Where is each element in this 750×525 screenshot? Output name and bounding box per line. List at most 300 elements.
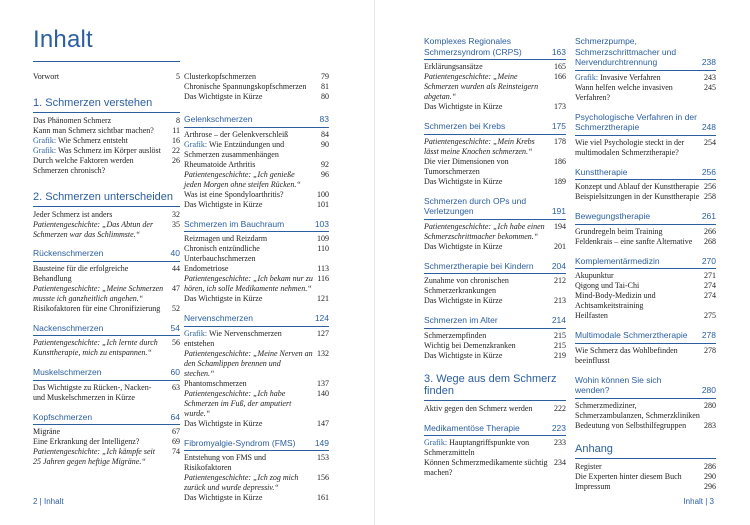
entry-page-number: 283 <box>704 420 716 430</box>
entry-page-number: 137 <box>317 378 329 388</box>
entry-title: Das Wichtigste in Kürze <box>184 199 263 209</box>
entry-page-number: 8 <box>176 116 180 125</box>
entry-page-number: 194 <box>554 221 566 231</box>
toc-entry[interactable] <box>575 346 716 366</box>
entry-page-number: 47 <box>172 283 180 293</box>
entry-page-number: 278 <box>704 345 716 355</box>
toc-entry[interactable] <box>33 437 180 447</box>
chapter-heading[interactable] <box>575 112 716 136</box>
entry-title: Heilfasten <box>575 311 608 320</box>
toc-entry-patient-story[interactable] <box>33 338 180 358</box>
entry-page-number: 178 <box>554 136 566 146</box>
entry-title: Mind-Body-Medizin und Achtsamkeitstraining <box>575 291 656 310</box>
entry-page-number: 215 <box>554 330 566 340</box>
heading-page-number: 175 <box>551 121 566 131</box>
entry-page-number: 101 <box>317 199 329 209</box>
toc-entry[interactable] <box>575 182 716 192</box>
heading-page-number: 278 <box>701 330 716 340</box>
entry-title: Register <box>575 461 602 471</box>
entry-page-number: 132 <box>317 348 329 358</box>
heading-page-number: 40 <box>170 248 180 258</box>
entry-title: Aktiv gegen den Schmerz werden <box>424 403 533 413</box>
toc-entry[interactable] <box>575 83 716 103</box>
heading-page-number: 163 <box>551 46 566 57</box>
footer-right-page: Inhalt | 3 <box>683 497 714 506</box>
entry-title: Entstehung von FMS und Risikofaktoren <box>184 453 267 472</box>
entry-title: Patientengeschichte: „Ich habe einen Schmerzschrittmacher bekommen.“ <box>424 221 545 241</box>
toc-column-3 <box>424 36 566 478</box>
entry-title: Jeder Schmerz ist anders <box>33 210 113 219</box>
entry-page-number: 67 <box>172 427 180 436</box>
chapter-heading[interactable] <box>424 36 566 60</box>
entry-title: Patientengeschichte: „Meine Nerven an den Schamlippen brennen und stechen.“ <box>184 348 313 378</box>
entry-title: Reizmagen und Reizdarm <box>184 234 268 243</box>
heading-title: Bewegungstherapie <box>575 211 651 221</box>
toc-entry[interactable] <box>184 200 329 210</box>
entry-page-number: 74 <box>172 447 180 456</box>
entry-title: Das Phänomen Schmerz <box>33 116 112 125</box>
toc-entry[interactable] <box>184 419 329 429</box>
entry-page-number: 245 <box>704 82 716 92</box>
toc-entry[interactable] <box>184 244 329 264</box>
toc-entry[interactable] <box>184 264 329 274</box>
toc-entry[interactable] <box>33 126 180 136</box>
entry-title: Wie Schmerz das Wohlbefinden beeinflusst <box>575 345 678 365</box>
toc-entry[interactable] <box>184 92 329 102</box>
toc-entry-patient-story[interactable] <box>424 72 566 102</box>
toc-entry[interactable] <box>33 264 180 284</box>
chapter-heading[interactable] <box>575 375 716 399</box>
chapter-heading[interactable] <box>424 261 566 275</box>
entry-title: Patientengeschichte: „Ich lernte durch Kunsttherapie, mich zu entspannen.“ <box>33 338 158 357</box>
heading-title: 1. Schmerzen verstehen <box>33 97 153 109</box>
heading-page-number: 83 <box>319 114 329 124</box>
toc-entry[interactable] <box>424 458 566 478</box>
toc-entry-patient-story[interactable] <box>33 220 180 240</box>
graphic-label: Grafik: <box>184 328 208 338</box>
heading-title: Rückenschmerzen <box>33 248 104 258</box>
toc-title: Inhalt <box>33 26 93 53</box>
entry-title: Endometriose <box>184 264 229 273</box>
part-heading[interactable] <box>424 373 566 401</box>
entry-title: Wie viel Psychologie steckt in der multimodalen Schmerztherapie? <box>575 137 685 157</box>
chapter-heading[interactable] <box>575 330 716 344</box>
entry-title: Patientengeschichte: „Meine Schmerzen wurden als Reinsteigern abgetan.“ <box>424 72 539 101</box>
toc-entry[interactable] <box>575 462 716 472</box>
entry-page-number: 256 <box>704 182 716 191</box>
entry-text: Wie Entzündungen und Schmerzen zusammenhängen <box>184 139 285 159</box>
heading-title: Nackenschmerzen <box>33 322 104 333</box>
entry-page-number: 258 <box>704 192 716 201</box>
heading-page-number: 256 <box>701 166 716 177</box>
heading-title: Komplementärmedizin <box>575 255 660 266</box>
entry-page-number: 286 <box>704 461 716 471</box>
entry-title: Patientengeschichte: „Ich bekam nur zu hören, ich solle Medikamente nehmen.“ <box>184 274 313 293</box>
toc-entry[interactable] <box>424 438 566 458</box>
chapter-heading[interactable] <box>184 313 329 327</box>
heading-title: Schmerzen im Bauchraum <box>184 218 285 229</box>
toc-entry[interactable] <box>184 329 329 349</box>
entry-page-number: 116 <box>317 274 329 283</box>
chapter-heading[interactable] <box>575 36 716 71</box>
toc-entry-patient-story[interactable] <box>184 473 329 493</box>
entry-page-number: 156 <box>317 473 329 482</box>
entry-title: Wann helfen welche invasiven Verfahren? <box>575 82 673 102</box>
heading-page-number: 223 <box>551 422 566 433</box>
heading-title: Schmerzen bei Krebs <box>424 121 506 131</box>
entry-page-number: 243 <box>704 72 716 82</box>
entry-title: Bedeutung von Selbsthilfegruppen <box>575 420 687 430</box>
chapter-heading[interactable] <box>424 121 566 135</box>
toc-entry-patient-story[interactable] <box>33 447 180 467</box>
entry-page-number: 296 <box>704 481 716 491</box>
entry-page-number: 212 <box>554 276 566 285</box>
heading-page-number: 270 <box>701 255 716 266</box>
entry-title: Das Wichtigste in Kürze <box>424 296 503 305</box>
toc-entry[interactable] <box>184 82 329 92</box>
toc-entry-patient-story[interactable] <box>424 222 566 242</box>
toc-entry[interactable] <box>575 192 716 202</box>
entry-text: Was Schmerz im Körper auslöst <box>56 146 161 155</box>
entry-title: Impressum <box>575 481 611 491</box>
entry-title: Das Wichtigste in Kürze <box>184 92 263 101</box>
chapter-heading[interactable] <box>33 412 180 426</box>
toc-entry[interactable] <box>33 383 180 403</box>
heading-title: Multimodale Schmerztherapie <box>575 330 688 340</box>
entry-page-number: 153 <box>317 453 329 462</box>
entry-title: Chronische Spannungskopfschmerzen <box>184 82 307 91</box>
toc-entry[interactable] <box>424 62 566 72</box>
toc-entry[interactable] <box>424 404 566 414</box>
entry-title: Das Wichtigste in Kürze <box>424 102 503 111</box>
entry-page-number: 266 <box>704 226 716 236</box>
entry-title <box>184 140 317 160</box>
entry-title: Zunahme von chronischen Schmerzerkrankungen <box>424 276 509 295</box>
entry-page-number: 127 <box>317 328 329 338</box>
entry-page-number: 222 <box>554 403 566 413</box>
chapter-heading[interactable] <box>33 248 180 262</box>
entry-page-number: 274 <box>704 281 716 290</box>
toc-entry[interactable] <box>184 190 329 200</box>
toc-entry[interactable] <box>33 146 180 156</box>
entry-title: Schmerzempfinden <box>424 330 487 340</box>
toc-entry[interactable] <box>575 73 716 83</box>
entry-page-number: 271 <box>704 271 716 280</box>
entry-title: Phantomschmerzen <box>184 378 247 388</box>
entry-title: Können Schmerzmedikamente süchtig machen? <box>424 458 548 477</box>
toc-entry-patient-story[interactable] <box>184 349 329 379</box>
entry-title: Patientengeschichte: „Meine Schmerzen musste ich ganzheitlich angehen.“ <box>33 283 164 303</box>
heading-title: 3. Wege aus dem Schmerz finden <box>424 372 557 397</box>
entry-title: Chronisch entzündliche Unterbauchschmerzen <box>184 244 260 263</box>
entry-title: Akupunktur <box>575 271 614 280</box>
toc-entry[interactable] <box>424 157 566 177</box>
heading-title: Kunsttherapie <box>575 166 628 177</box>
graphic-label: Grafik: <box>575 72 599 82</box>
entry-page-number: 22 <box>172 146 180 155</box>
entry-page-number: 201 <box>554 241 566 251</box>
toc-entry[interactable] <box>424 242 566 252</box>
entry-page-number: 79 <box>321 72 329 81</box>
heading-page-number: 60 <box>170 367 180 377</box>
toc-entry[interactable] <box>184 234 329 244</box>
entry-title <box>33 146 168 156</box>
entry-title: Was ist eine Spondyloarthritis? <box>184 189 284 199</box>
entry-text: Wie Nervenschmerzen entstehen <box>184 328 282 348</box>
toc-entry-patient-story[interactable] <box>184 274 329 294</box>
toc-entry[interactable] <box>184 160 329 170</box>
toc-entry[interactable] <box>575 311 716 321</box>
entry-page-number: 268 <box>704 236 716 246</box>
toc-entry[interactable] <box>33 156 180 176</box>
entry-page-number: 234 <box>554 458 566 467</box>
entry-page-number: 147 <box>317 418 329 428</box>
entry-page-number: 219 <box>554 350 566 360</box>
entry-page-number: 215 <box>554 340 566 350</box>
toc-entry[interactable] <box>184 72 329 82</box>
part-heading[interactable] <box>575 443 716 459</box>
entry-title: Das Wichtigste zu Rücken-, Nacken- und Muskelschmerzen in Kürze <box>33 382 152 402</box>
entry-page-number: 290 <box>704 471 716 481</box>
toc-entry[interactable] <box>184 140 329 160</box>
entry-page-number: 165 <box>554 62 566 71</box>
chapter-heading[interactable] <box>184 219 329 233</box>
entry-page-number: 166 <box>554 72 566 81</box>
entry-page-number: 52 <box>172 303 180 313</box>
entry-page-number: 84 <box>321 129 329 139</box>
toc-entry-patient-story[interactable] <box>424 137 566 157</box>
page-gutter <box>374 0 375 525</box>
toc-entry[interactable] <box>575 472 716 482</box>
entry-title: Grundregeln beim Training <box>575 226 663 236</box>
entry-title: Erklärungsansätze <box>424 62 483 71</box>
chapter-heading[interactable] <box>575 167 716 181</box>
toc-entry[interactable] <box>575 482 716 492</box>
entry-page-number: 121 <box>317 294 329 303</box>
heading-page-number: 280 <box>701 385 716 395</box>
graphic-label: Grafik: <box>184 139 208 149</box>
toc-entry[interactable] <box>33 72 180 82</box>
entry-page-number: 32 <box>172 210 180 219</box>
heading-title: Psychologische Verfahren in der Schmerztherapie <box>575 111 697 132</box>
heading-page-number: 204 <box>551 260 566 271</box>
graphic-label: Grafik: <box>33 136 57 145</box>
heading-page-number: 64 <box>170 411 180 422</box>
footer-left-page: 2 | Inhalt <box>33 497 64 506</box>
entry-title: Konzept und Ablauf der Kunsttherapie <box>575 182 699 191</box>
chapter-heading[interactable] <box>424 423 566 437</box>
toc-entry[interactable] <box>424 341 566 351</box>
toc-entry[interactable] <box>33 136 180 146</box>
toc-entry-patient-story[interactable] <box>33 284 180 304</box>
toc-entry[interactable] <box>575 138 716 158</box>
heading-title: Medikamentöse Therapie <box>424 422 520 433</box>
entry-title: Das Wichtigste in Kürze <box>184 294 263 303</box>
entry-page-number: 26 <box>172 156 180 165</box>
heading-title: Anhang <box>575 442 613 455</box>
entry-title: Clusterkopfschmerzen <box>184 72 256 81</box>
graphic-label: Grafik: <box>33 146 57 155</box>
entry-page-number: 110 <box>317 244 329 253</box>
entry-title: Das Wichtigste in Kürze <box>424 241 503 251</box>
chapter-heading[interactable] <box>424 315 566 329</box>
toc-column-1 <box>33 72 180 467</box>
entry-title: Patientengeschichte: „Das Abtun der Schmerzen war das Schlimmste.“ <box>33 220 154 239</box>
entry-page-number: 280 <box>704 400 716 410</box>
entry-text: Wie Schmerz entsteht <box>56 136 128 145</box>
entry-page-number: 186 <box>554 156 566 166</box>
toc-entry[interactable] <box>575 237 716 247</box>
heading-title: Schmerzen durch OPs und Verletzungen <box>424 195 527 216</box>
toc-entry[interactable] <box>575 421 716 431</box>
toc-column-4 <box>575 36 716 492</box>
entry-title: Das Wichtigste in Kürze <box>184 418 263 428</box>
entry-page-number: 5 <box>176 72 180 81</box>
heading-title: Schmerztherapie bei Kindern <box>424 260 534 271</box>
entry-title: Risikofaktoren für eine Chronifizierung <box>33 303 161 313</box>
heading-page-number: 149 <box>314 437 329 448</box>
toc-entry[interactable] <box>184 453 329 473</box>
toc-entry[interactable] <box>33 210 180 220</box>
entry-title <box>575 73 704 83</box>
heading-title: Gelenkschmerzen <box>184 114 253 124</box>
heading-title: Schmerzpumpe, Schmerzschrittmacher und Nervendurchtrennung <box>575 36 677 67</box>
toc-entry[interactable] <box>184 130 329 140</box>
entry-title: Patientengeschichte: „Ich habe Schmerzen im Fuß, der amputiert wurde.“ <box>184 388 292 418</box>
heading-title: Kopfschmerzen <box>33 411 93 422</box>
heading-page-number: 238 <box>701 57 716 67</box>
heading-title: Fibromyalgie-Syndrom (FMS) <box>184 437 296 448</box>
entry-page-number: 189 <box>554 176 566 186</box>
entry-page-number: 35 <box>172 220 180 229</box>
entry-page-number: 213 <box>554 296 566 305</box>
toc-entry[interactable] <box>184 493 329 503</box>
entry-title: Qigong und Tai-Chi <box>575 281 640 290</box>
entry-title: Rheumatoide Arthritis <box>184 159 256 169</box>
graphic-label: Grafik: <box>424 438 448 447</box>
entry-page-number: 63 <box>172 382 180 392</box>
toc-entry-patient-story[interactable] <box>184 170 329 190</box>
heading-page-number: 103 <box>314 218 329 229</box>
entry-page-number: 254 <box>704 137 716 147</box>
entry-title: Beispielsitzungen in der Kunsttherapie <box>575 192 700 201</box>
toc-entry[interactable] <box>424 276 566 296</box>
entry-title: Arthrose – der Gelenkverschleiß <box>184 129 289 139</box>
toc-entry[interactable] <box>184 379 329 389</box>
entry-page-number: 233 <box>554 438 566 447</box>
entry-title: Eine Erkrankung der Intelligenz? <box>33 437 140 446</box>
heading-title: Wohin können Sie sich wenden? <box>575 374 662 395</box>
toc-entry[interactable] <box>424 296 566 306</box>
toc-entry[interactable] <box>33 304 180 314</box>
entry-page-number: 173 <box>554 102 566 111</box>
entry-page-number: 90 <box>321 139 329 149</box>
entry-text: Hauptangriffspunkte von Schmerzmitteln <box>424 438 530 457</box>
entry-page-number: 140 <box>317 388 329 398</box>
chapter-heading[interactable] <box>33 323 180 337</box>
entry-title: Patientengeschichte: „Mein Krebs lässt meine Knochen schmerzen.“ <box>424 136 535 156</box>
entry-title: Kann man Schmerz sichtbar machen? <box>33 126 154 135</box>
entry-title: Das Wichtigste in Kürze <box>424 176 503 186</box>
entry-title <box>184 329 317 349</box>
chapter-heading[interactable] <box>184 438 329 452</box>
toc-entry-patient-story[interactable] <box>184 389 329 419</box>
entry-page-number: 56 <box>172 338 180 347</box>
toc-entry[interactable] <box>575 281 716 291</box>
chapter-heading[interactable] <box>575 256 716 270</box>
entry-page-number: 69 <box>172 437 180 446</box>
entry-title: Schmerzmediziner, Schmerzambulanzen, Schmerzkliniken <box>575 400 700 420</box>
entry-page-number: 113 <box>317 264 329 273</box>
entry-title: Das Wichtigste in Kürze <box>184 493 263 502</box>
heading-page-number: 261 <box>701 211 716 221</box>
toc-entry[interactable] <box>575 227 716 237</box>
entry-title: Vorwort <box>33 72 60 81</box>
entry-page-number: 109 <box>317 234 329 243</box>
entry-page-number: 11 <box>172 126 180 135</box>
heading-page-number: 54 <box>170 322 180 333</box>
heading-title: Schmerzen im Alter <box>424 315 498 325</box>
chapter-heading[interactable] <box>184 114 329 128</box>
entry-title: Migräne <box>33 427 61 436</box>
entry-title: Bausteine für die erfolgreiche Behandlung <box>33 263 129 283</box>
entry-title <box>424 438 554 458</box>
entry-title: Wichtig bei Demenzkranken <box>424 340 516 350</box>
entry-title: Patientengeschichte: „Ich zog mich zurück und wurde depressiv.“ <box>184 473 299 492</box>
entry-page-number: 96 <box>321 169 329 179</box>
toc-entry[interactable] <box>575 271 716 281</box>
entry-title: Die vier Dimensionen von Tumorschmerzen <box>424 156 509 176</box>
entry-page-number: 100 <box>317 189 329 199</box>
toc-entry[interactable] <box>33 116 180 126</box>
entry-title: Feldenkrais – eine sanfte Alternative <box>575 236 693 246</box>
toc-entry[interactable] <box>184 294 329 304</box>
toc-entry[interactable] <box>33 427 180 437</box>
entry-page-number: 44 <box>172 263 180 273</box>
chapter-heading[interactable] <box>575 211 716 225</box>
toc-entry[interactable] <box>575 401 716 421</box>
heading-page-number: 214 <box>551 315 566 325</box>
toc-entry[interactable] <box>424 177 566 187</box>
heading-title: Muskelschmerzen <box>33 367 102 377</box>
heading-title: 2. Schmerzen unterscheiden <box>33 191 174 203</box>
heading-title: Komplexes Regionales Schmerzsyndrom (CRPS) <box>424 36 522 57</box>
entry-page-number: 80 <box>321 92 329 101</box>
toc-entry[interactable] <box>424 331 566 341</box>
toc-column-2 <box>184 72 329 503</box>
part-heading[interactable] <box>33 191 180 207</box>
entry-title: Durch welche Faktoren werden Schmerzen chronisch? <box>33 156 134 175</box>
entry-title: Patientengeschichte: „Ich kämpfe seit 25 Jahren gegen heftige Migräne.“ <box>33 447 155 466</box>
entry-page-number: 81 <box>321 82 329 91</box>
entry-title: Patientengeschichte: „Ich genieße jeden Morgen ohne steifen Rücken.“ <box>184 169 301 189</box>
title-rule <box>33 61 180 62</box>
toc-entry[interactable] <box>424 351 566 361</box>
entry-page-number: 16 <box>172 136 180 145</box>
chapter-heading[interactable] <box>424 196 566 220</box>
entry-page-number: 161 <box>317 493 329 502</box>
entry-text: Invasive Verfahren <box>598 72 661 82</box>
heading-page-number: 248 <box>701 122 716 132</box>
toc-entry[interactable] <box>575 291 716 311</box>
entry-title <box>33 136 168 146</box>
part-heading[interactable] <box>33 97 180 113</box>
toc-entry[interactable] <box>424 102 566 112</box>
entry-page-number: 92 <box>321 159 329 169</box>
chapter-heading[interactable] <box>33 367 180 381</box>
entry-title: Das Wichtigste in Kürze <box>424 350 503 360</box>
entry-page-number: 274 <box>704 291 716 300</box>
